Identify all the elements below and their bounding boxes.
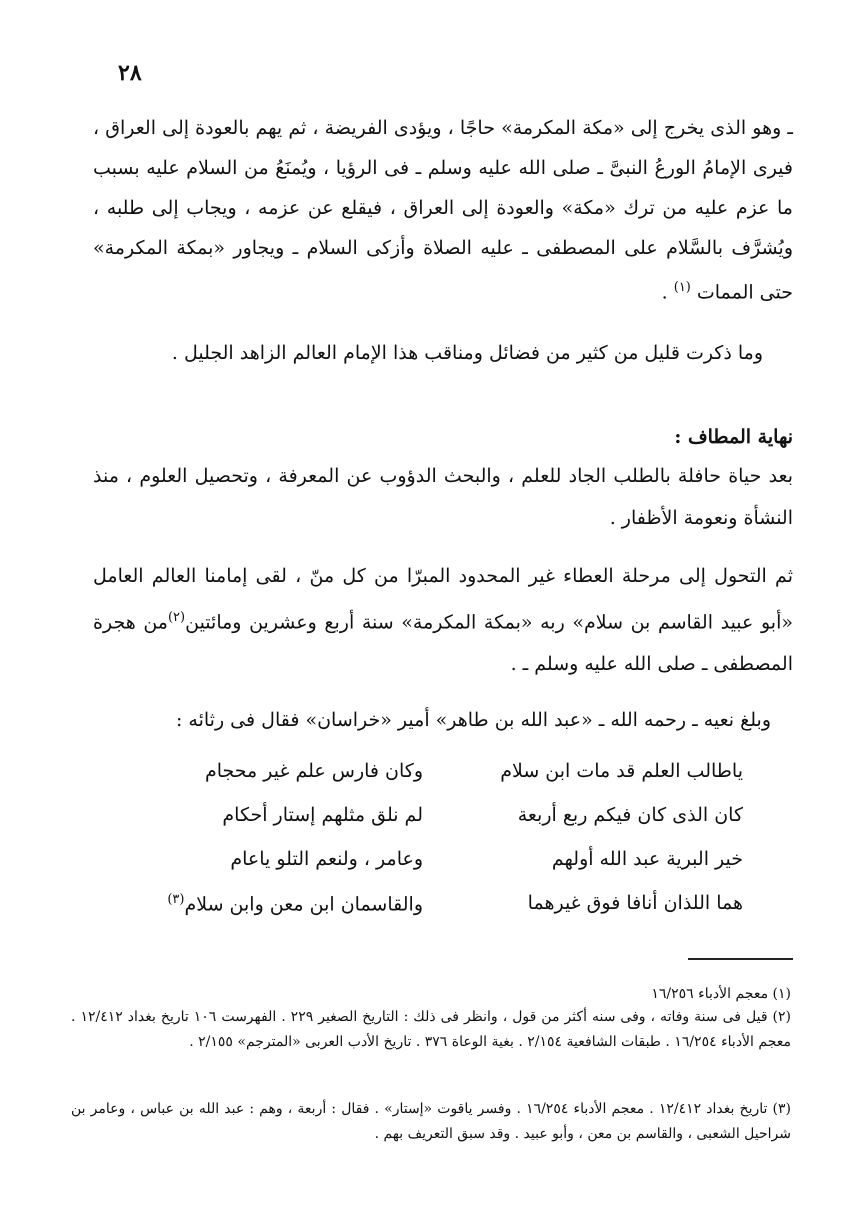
paragraph-1: ـ وهو الذى يخرج إلى «مكة المكرمة» حاجًا ، ويؤدى الفريضة ، ثم يهم بالعودة إلى العراق ، فيرى الإمامُ الورعُ النبىَّ ـ صلى الله عليه وسلم ـ فى الرؤيا ، ويُمنَعُ من السلام عليه بسبب ما عزم عليه من ترك «مكة» والعودة إلى العراق ، فيقلع عن عزمه ، ويجاب إلى طلبه ، ويُشرَّف بالسَّلام على المصطفى ـ عليه الصلاة وأزكى السلام ـ ويجاور «بمكة المكرمة» حتى الممات $^{(١)}$ .: [93, 117, 793, 304]
paragraph-4: [93, 555, 793, 685]
poem-verse: [103, 892, 743, 934]
verse-first-hemistich: خير البرية عبد الله أولهم: [551, 848, 743, 870]
paragraph-5: وبلغ نعيه ـ رحمه الله ـ «عبد الله بن طاهر» أمير «خراسان» فقال فى رثائه :: [175, 709, 771, 731]
verse-second-hemistich-text: والقاسمان ابن معن وابن سلام: [184, 893, 423, 916]
paragraph-3: بعد حياة حافلة بالطلب الجاد للعلم ، والبحث الدؤوب عن المعرفة ، وتحصيل العلوم ، منذ النشأة ونعومة الأظفار .: [93, 465, 793, 529]
paragraph-2: وما ذكرت قليل من كثير من فضائل ومناقب هذا الإمام العالم الزاهد الجليل .: [171, 342, 763, 364]
verse-second-hemistich: وكان فارس علم غير محجام: [204, 760, 423, 782]
paragraph-1-text: ـ وهو الذى يخرج إلى «مكة المكرمة» حاجًا ، ويؤدى الفريضة ، ثم يهم بالعودة إلى العراق ، فيرى الإمامُ الورعُ النبىَّ ـ صلى الله عليه وسلم ـ فى الرؤيا ، ويُمنَعُ من السلام عليه بسبب ما عزم عليه من ترك «مكة» والعودة إلى العراق ، فيقلع عن عزمه ، ويجاب إلى طلبه ، ويُشرَّف بالسَّلام على المصطفى ـ عليه الصلاة وأزكى السلام ـ ويجاور «بمكة المكرمة» حتى الممات: [93, 117, 793, 304]
footnote-ref-1: (١): [673, 280, 691, 295]
poem-verse: [103, 804, 743, 846]
verse-first-hemistich: ياطالب العلم قد مات ابن سلام: [500, 760, 743, 782]
footnote-1: (١) معجم الأدباء ١٦/٢٥٦: [651, 986, 791, 1002]
poem-verse: [103, 760, 743, 802]
footnote-3: (٣) تاريخ بغداد ١٢/٤١٢ . معجم الأدباء ١٦/٢٥٤ . وفسر ياقوت «إستار» . فقال : أربعة ، وهم : عبد الله بن عباس ، وعامر بن شراحيل الشعبى ، والقاسم بن معن ، وأبو عبيد . وقد سبق التعريف بهم .: [71, 1101, 791, 1142]
footnote-separator: [688, 958, 793, 960]
footnote-ref-3: (٣): [167, 892, 185, 907]
verse-first-hemistich: هما اللذان أنافا فوق غيرهما: [527, 892, 743, 914]
paragraph-4-end: من هجرة المصطفى ـ صلى الله عليه وسلم ـ .: [93, 611, 793, 676]
footnote-ref-2: (٢): [167, 610, 186, 625]
verse-first-hemistich: كان الذى كان فيكم ربع أربعة: [517, 804, 743, 826]
verse-second-hemistich: وعامر ، ولنعم التلو ياعام: [230, 848, 423, 870]
page-number: ٢٨: [118, 60, 142, 86]
footnote-2: (٢) قيل فى سنة وفاته ، وفى سنه أكثر من قول ، وانظر فى ذلك : التاريخ الصغير ٢٢٩ . الفهرست ١٠٦ تاريخ بغداد ١٢/٤١٢ . معجم الأدباء ١٦/٢٥٤ . طبقات الشافعية ٢/١٥٤ . بغية الوعاة ٣٧٦ . تاريخ الأدب العربى «المترجم» ٢/١٥٥ .: [71, 1009, 791, 1050]
poem-verse: [103, 848, 743, 890]
paragraph-4-text: ثم التحول إلى مرحلة العطاء غير المحدود المبرّا من كل منّ ، لقى إمامنا العالم العامل «أبو عبيد القاسم بن سلام» ربه «بمكة المكرمة» سنة أربع وعشرين ومائتين: [93, 565, 793, 634]
verse-second-hemistich: [103, 892, 423, 915]
verse-second-hemistich: لم نلق مثلهم إستار أحكام: [222, 804, 423, 826]
section-heading: نهاية المطاف :: [674, 426, 793, 448]
